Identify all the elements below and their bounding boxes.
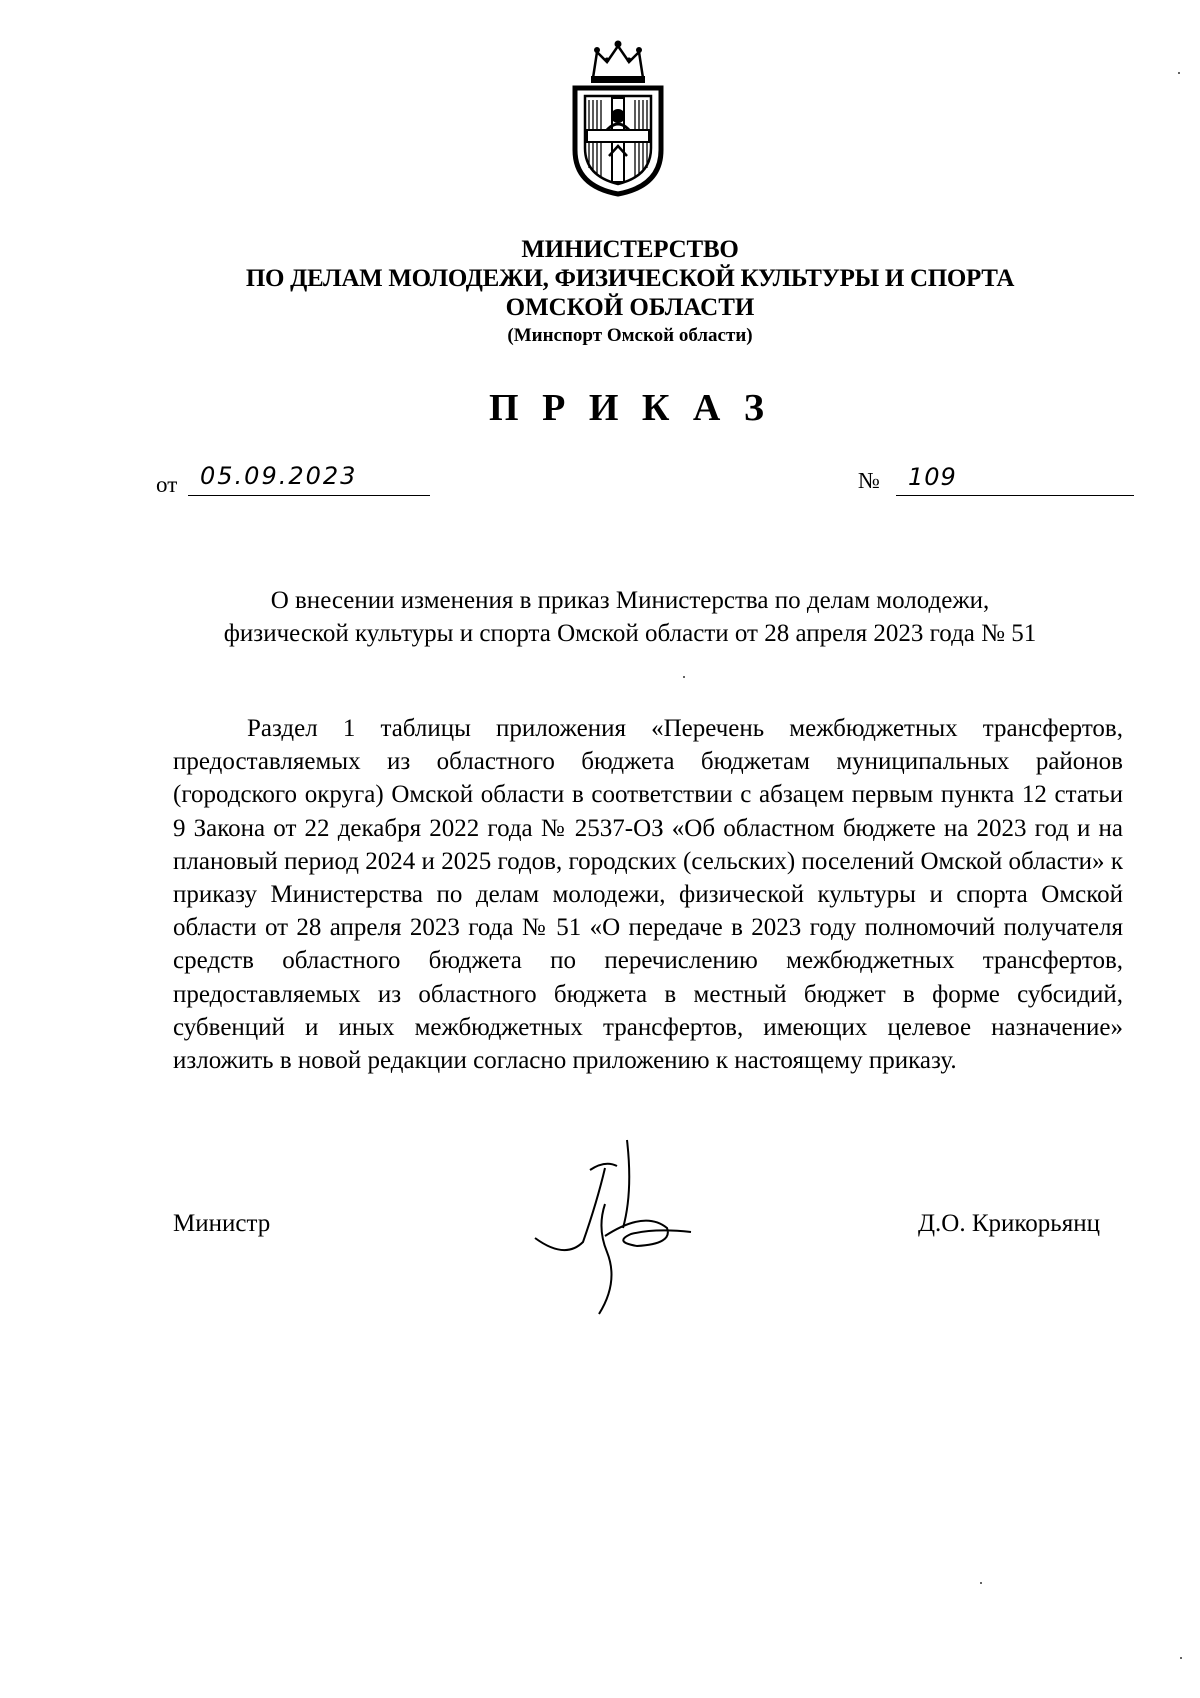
signer-title: Министр [173,1210,271,1237]
document-type-title: П Р И К А З [489,387,771,429]
scan-speck [1180,1657,1182,1659]
omsk-coat-of-arms-icon [563,38,673,198]
scan-speck [683,676,685,678]
signer-name: Д.О. Крикорьянц [918,1210,1100,1237]
subject-line-1: О внесении изменения в приказ Министерства по делам молодежи, [270,587,990,614]
subject-line-2: физической культуры и спорта Омской области от 28 апреля 2023 года № 51 [223,620,1037,647]
handwritten-signature-icon [505,1132,695,1322]
ministry-title-line-3: ОМСКОЙ ОБЛАСТИ [505,294,755,321]
number-underline [896,495,1134,496]
ministry-short-name: (Минспорт Омской области) [507,325,753,346]
ministry-title-line-1: МИНИСТЕРСТВО [521,236,739,263]
body-paragraph: Раздел 1 таблицы приложения «Перечень межбюджетных трансфертов, предоставляемых из областного бюджета бюджетам муниципальных районов (городского округа) Омской области в соответствии с абзацем первым пункта 12 статьи 9 Закона от 22 декабря 2022 года № 2537-ОЗ «Об областном бюджете на 2023 год и на плановый период 2024 и 2025 годов, городских (сельских) поселений Омской области» к приказу Министерства по делам молодежи, физической культуры и спорта Омской области от 28 апреля 2023 года № 51 «О передаче в 2023 году полномочий получателя средств областного бюджета по перечислению межбюджетных трансфертов, предоставляемых из областного бюджета в местный бюджет в форме субсидий, субвенций и иных межбюджетных трансфертов, имеющих целевое назначение» изложить в новой редакции согласно приложению к настоящему приказу. [173,715,1123,1075]
ministry-title-line-2: ПО ДЕЛАМ МОЛОДЕЖИ, ФИЗИЧЕСКОЙ КУЛЬТУРЫ И СПОРТА [245,265,1015,292]
date-underline [188,495,430,496]
number-label: № [858,468,880,493]
date-label: от [156,472,178,497]
scan-speck [980,1582,982,1584]
document-date: 05.09.2023 [200,462,358,490]
scan-speck [1178,72,1180,74]
document-number: 109 [908,463,957,491]
